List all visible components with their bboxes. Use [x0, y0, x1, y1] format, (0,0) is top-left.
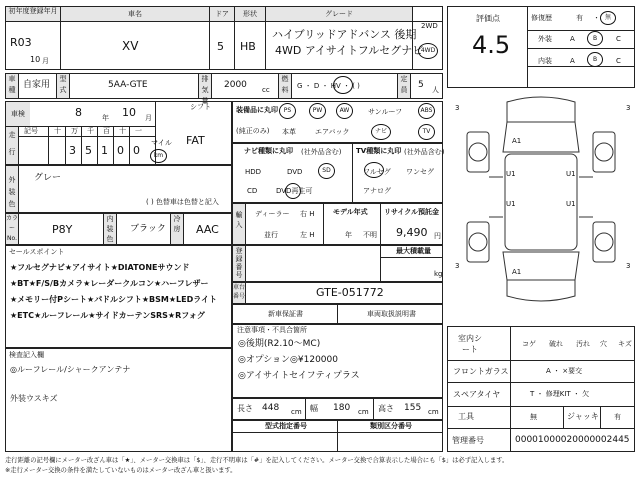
- model-year-label: モデル年式: [333, 208, 368, 216]
- color-no-value: P8Y: [52, 223, 73, 236]
- jack-label: ジャッキ: [567, 412, 599, 421]
- spare-opts: T ・ 修理KIT ・ 欠: [530, 390, 590, 398]
- diag-mark-0: 3: [455, 104, 460, 112]
- width-unit: cm: [358, 408, 369, 416]
- load-label: 最大積載量: [396, 247, 431, 255]
- mileage-digit-3: 0: [117, 144, 124, 157]
- mgmt-label: 管理番号: [452, 436, 484, 445]
- equip-leather: 本革: [282, 128, 296, 136]
- first-reg-label: 初年度登録年月: [6, 7, 60, 21]
- import-label: 輸入: [233, 204, 245, 244]
- chassis-value: GTE-051772: [316, 286, 384, 299]
- inspector-line-1: ◎ルーフレール/シャークアンテナ: [10, 365, 131, 374]
- digit-label-6: 一: [135, 127, 142, 135]
- mileage-digit-2: 1: [101, 144, 108, 157]
- sheet-opt-1: 破れ: [549, 340, 563, 348]
- length-label: 長さ: [237, 404, 253, 413]
- new-car-warranty: 新車保証書: [268, 310, 303, 318]
- vehicle-manual: 車両取扱説明書: [367, 310, 416, 318]
- mgmt-value: 00001000020000002445: [515, 435, 630, 445]
- length-value: 448: [262, 403, 280, 413]
- shape-label: 形状: [235, 7, 265, 21]
- mileage-label: 走行: [6, 127, 18, 164]
- digit-label-2: 万: [71, 127, 78, 135]
- equip-aw-circle: AW: [336, 103, 353, 119]
- use-value: 自家用: [23, 80, 51, 90]
- first-reg-value: R03: [10, 36, 32, 49]
- windshield-label: フロントガラス: [453, 367, 509, 376]
- length-unit: cm: [291, 408, 302, 416]
- footer-line-1: 走行距離の記号欄にメーター改ざん車は「★」、メーター交換車は「$」、走行不明車は「#」を記入してください。メーター交換で合算表示した場合にも「$」は必ず記入します。: [5, 457, 509, 464]
- ac-label: 冷房: [171, 214, 183, 244]
- sales-point-4: ★ETC★ルーフレール★サイドカーテンSRS★Rフォグ: [10, 311, 205, 320]
- class-no-label: 類別区分番号: [370, 422, 412, 430]
- jack-value: 有: [614, 413, 621, 421]
- footer-line-2: ※走行メーター交換の条件を満たしていないものはメーター改ざん車と扱います。: [5, 467, 237, 474]
- height-label: 高さ: [378, 404, 394, 413]
- displacement-label: 排気量: [199, 74, 211, 98]
- inspector-line-2: 外装ウスキズ: [10, 394, 58, 403]
- sales-point-3: ★メモリー付Pシート★パドルシフト★BSM★LEDライト: [10, 295, 217, 304]
- cc-unit: cc: [262, 86, 270, 94]
- digit-label-5: 十: [119, 127, 126, 135]
- import-parallel: 並行: [264, 231, 278, 239]
- door-label: ドア: [210, 7, 234, 21]
- import-dealer: ディーラー: [255, 210, 290, 218]
- type-no-label: 型式指定番号: [265, 422, 307, 430]
- equip-navi-circle: ナビ: [371, 124, 391, 140]
- tv-fullseg-circle: [364, 162, 384, 178]
- grade-line1: ハイブリッドアドバンス 後期: [272, 28, 417, 41]
- navi-cd: CD: [247, 187, 258, 195]
- height-value: 155: [404, 403, 422, 413]
- exterior-color-label: 外装色: [6, 166, 18, 212]
- windshield-opts: A ・ ×要交: [546, 367, 583, 375]
- sales-points-label: セールスポイント: [9, 248, 65, 256]
- navi-dvd-play-circle: [285, 183, 301, 199]
- spare-label: スペアタイヤ: [453, 390, 501, 399]
- interior-grade-a: A: [570, 57, 575, 65]
- exterior-color-value: グレー: [34, 173, 62, 183]
- load-unit: kg: [434, 270, 443, 278]
- restore-label: 修復歴: [531, 14, 552, 22]
- sales-point-1: ★フルセグナビ★アイサイト★DIATONEサウンド: [10, 263, 190, 272]
- displacement-value: 2000: [224, 80, 247, 90]
- digit-label-3: 千: [87, 127, 94, 135]
- car-damage-diagram: [447, 92, 635, 322]
- inspector-label: 検査記入欄: [9, 351, 44, 359]
- equip-sunroof: サンルーフ: [368, 108, 403, 116]
- month-unit: 月: [42, 57, 49, 65]
- note-line-1: ◎後期(R2.10～MC): [238, 339, 321, 349]
- navi-dvd: DVD: [287, 168, 303, 176]
- import-left: 左 H: [300, 231, 315, 239]
- tools-label: 工具: [458, 412, 474, 421]
- score-value: 4.5: [472, 31, 511, 59]
- navi-type-label: ナビ種類に丸印: [244, 147, 293, 155]
- width-value: 180: [333, 403, 351, 413]
- navi-sd-circle: SD: [318, 163, 335, 179]
- capacity-value: 5: [418, 80, 424, 90]
- exterior-color-note: ( ) 色替車は色替と記入: [146, 198, 219, 206]
- equip-abs-circle: ABS: [418, 103, 435, 119]
- navi-type-sub: (社外品含む): [301, 148, 342, 156]
- import-right: 右 H: [300, 210, 315, 218]
- first-reg-month: 10: [30, 55, 41, 64]
- mileage-digit-1: 5: [85, 144, 92, 157]
- digit-label-0: 記号: [24, 127, 38, 135]
- tv-type-label: TV種類に丸印: [356, 147, 402, 155]
- shift-value: FAT: [186, 134, 205, 147]
- equipment-sub: (純正のみ): [236, 127, 270, 135]
- drive-4wd-circle: 4WD: [418, 43, 438, 59]
- diag-mark-6: A1: [512, 137, 522, 145]
- sheet-opt-2: 汚れ: [576, 340, 590, 348]
- sheet-opt-3: 穴: [600, 340, 607, 348]
- tools-value: 無: [530, 413, 537, 421]
- diag-mark-7: A1: [512, 268, 522, 276]
- car-name-value: XV: [122, 39, 139, 53]
- sales-point-2: ★BT★F/S/Bカメラ★レーダークルコン★ハーフレザー: [10, 279, 209, 288]
- recycle-value: 9,490: [396, 226, 428, 239]
- interior-color-value: ブラック: [130, 224, 166, 234]
- model-year-unknown: 不明: [363, 231, 377, 239]
- diag-mark-1: 3: [626, 104, 631, 112]
- door-value: 5: [217, 40, 224, 53]
- yen-unit: 円: [434, 232, 441, 240]
- tv-type-sub: (社外品含む): [404, 148, 445, 156]
- exterior-grade-label: 外装: [538, 35, 552, 43]
- equip-ps-circle: PS: [279, 103, 296, 119]
- digit-label-4: 百: [103, 127, 110, 135]
- fuel-label: 燃料: [279, 74, 291, 98]
- interior-sheet-label: 室内シート: [458, 334, 482, 354]
- equipment-label: 装備品に丸印: [236, 106, 278, 114]
- width-label: 幅: [310, 404, 318, 413]
- sheet-opt-0: コゲ: [522, 340, 536, 348]
- interior-grade-b-circle: B: [587, 52, 603, 67]
- chassis-label: 車台番号: [233, 283, 245, 303]
- navi-hdd: HDD: [245, 168, 262, 176]
- fuel-options: G ・ D ・ HV ・ ( ): [297, 82, 360, 90]
- model-value: 5AA-GTE: [108, 80, 148, 90]
- model-label: 型式: [57, 74, 69, 98]
- shape-value: HB: [240, 40, 256, 53]
- drive-2wd: 2WD: [421, 22, 438, 30]
- inspection-month: 10: [122, 106, 136, 119]
- ac-value: AAC: [196, 223, 219, 236]
- diag-mark-3: U1: [566, 170, 576, 178]
- diag-mark-4: U1: [506, 200, 516, 208]
- sheet-opt-4: キズ: [618, 340, 632, 348]
- interior-grade-label: 内装: [538, 57, 552, 65]
- capacity-label: 定員: [398, 74, 410, 98]
- restore-no-circle: 無: [600, 11, 616, 25]
- mileage-digit-4: 0: [133, 144, 140, 157]
- color-no-label: カラーNo.: [6, 215, 19, 242]
- interior-grade-c: C: [616, 57, 621, 65]
- notes-label: 注意事項・不具合箇所: [237, 326, 307, 334]
- diag-mark-2: U1: [506, 170, 516, 178]
- inspection-year-unit: 年: [102, 114, 109, 122]
- equip-tv-circle: TV: [418, 124, 435, 140]
- km-unit-circle: km: [150, 149, 167, 163]
- tv-analog: アナログ: [363, 187, 391, 195]
- exterior-grade-b-circle: B: [587, 31, 603, 46]
- grade-line2: 4WD アイサイトフルセグナビ: [275, 44, 424, 57]
- navi-dvd-play: DVD再生可: [276, 187, 313, 195]
- plate-label: 登録番号: [233, 246, 245, 281]
- equip-airbag: エアバック: [315, 128, 350, 136]
- interior-color-label: 内装色: [104, 214, 116, 244]
- diag-mark-8: 3: [455, 262, 460, 270]
- recycle-label: リサイクル預託金: [384, 208, 440, 216]
- equip-pw-circle: PW: [309, 103, 326, 119]
- restore-yes: 有: [576, 14, 583, 22]
- inspection-label: 車検: [6, 102, 30, 126]
- car-name-label: 車名: [61, 7, 209, 21]
- model-year-unit: 年: [345, 231, 352, 239]
- tv-fullseg: フルセグ: [363, 168, 391, 176]
- type-label: 車種: [6, 74, 18, 98]
- person-unit: 人: [432, 86, 439, 94]
- grade-label: グレード: [266, 7, 412, 21]
- inspection-year: 8: [75, 106, 82, 119]
- diag-mark-5: U1: [566, 200, 576, 208]
- score-label: 評価点: [476, 14, 500, 23]
- height-unit: cm: [428, 408, 439, 416]
- exterior-grade-a: A: [570, 35, 575, 43]
- exterior-grade-c: C: [616, 35, 621, 43]
- mileage-digit-0: 3: [69, 144, 76, 157]
- fuel-hv-circle: [333, 76, 353, 94]
- mile-unit: マイル: [151, 139, 172, 147]
- note-line-3: ◎アイサイトセイフティプラス: [238, 371, 360, 381]
- tv-oneseg: ワンセグ: [406, 168, 434, 176]
- note-line-2: ◎オプション◎¥120000: [238, 355, 338, 365]
- diag-mark-9: 3: [626, 262, 631, 270]
- digit-label-1: 十: [54, 127, 61, 135]
- shift-label: シフト: [190, 103, 211, 111]
- inspection-month-unit: 月: [145, 114, 152, 122]
